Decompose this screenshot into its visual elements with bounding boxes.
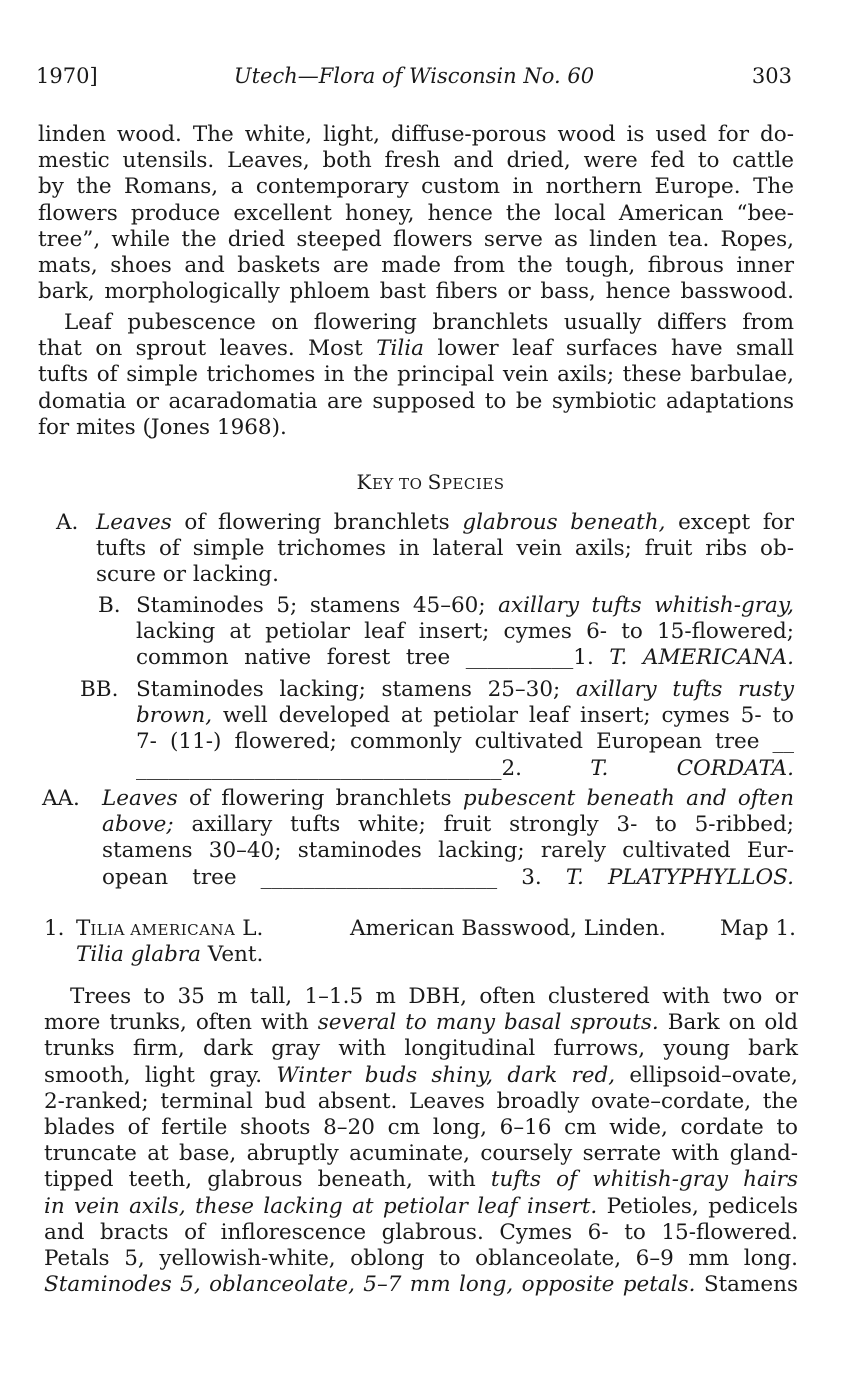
species-number: 1.: [44, 916, 65, 941]
intro-paragraph-2: [38, 310, 794, 441]
text-line: 2-ranked; terminal bud absent. Leaves broadly ovate–cordate, the: [44, 1088, 798, 1114]
key-label: AA.: [42, 786, 80, 811]
text-line: [102, 812, 794, 838]
leader-dots: ______________________: [260, 864, 498, 890]
text-line: [136, 593, 794, 619]
italic-text: pubescent beneath and often: [462, 786, 794, 811]
key-entry-a: [38, 510, 794, 589]
text-line: bark, morphologically phloem bast fibers or bass, hence basswood.: [38, 279, 794, 305]
name-author: L.: [235, 916, 264, 941]
text-line: linden wood. The white, light, diffuse-porous wood is used for do-: [38, 122, 794, 147]
intro-paragraph-1: [38, 122, 794, 305]
name-cap: T: [76, 916, 91, 941]
text-span: Staminodes lacking; stamens 25–30;: [136, 677, 576, 702]
italic-genus: Tilia: [376, 336, 424, 362]
text-line: [44, 1272, 798, 1298]
species-name: [76, 916, 263, 943]
text-span: of flowering branchlets: [177, 786, 463, 811]
text-span: except for: [665, 510, 795, 535]
text-line: [44, 1010, 798, 1036]
text-span: smooth, light gray.: [44, 1062, 277, 1088]
text-line: 7- (11-) flowered; commonly cultivated European tree __: [136, 729, 794, 755]
running-header: [36, 64, 792, 96]
text-span: opean tree: [102, 864, 261, 890]
italic-text: axillary tufts rusty: [575, 677, 794, 702]
text-line: tufts of simple trichomes in lateral vein axils; fruit ribs ob-: [96, 536, 794, 562]
text-line: [102, 865, 794, 891]
species-number: 2.: [501, 755, 591, 781]
name-smallcaps: ILIA AMERICANA: [90, 921, 236, 939]
common-name: American Basswood, Linden.: [350, 916, 666, 941]
italic-text: Winter buds shiny, dark red,: [276, 1062, 616, 1088]
text-line: [44, 1167, 798, 1193]
text-span: that on sprout leaves. Most: [38, 336, 377, 362]
text-span: axillary tufts white; fruit strongly 3- to 5-ribbed;: [173, 812, 794, 838]
species-name: T. PLATYPHYLLOS.: [565, 864, 794, 890]
heading-smallcaps: EY TO: [371, 475, 428, 493]
text-line: blades of fertile shoots 8–20 cm long, 6–16 cm wide, cordate to: [44, 1115, 798, 1141]
species-number: 3.: [497, 864, 566, 890]
text-line: stamens 30–40; staminodes lacking; rarely cultivated Eur-: [102, 838, 794, 864]
key-label: A.: [56, 510, 79, 535]
species-name: T. AMERICANA.: [609, 645, 794, 671]
text-line: [136, 677, 794, 703]
text-line: Trees to 35 m tall, 1–1.5 m DBH, often clustered with two or: [70, 984, 798, 1009]
synonym: [44, 942, 796, 968]
map-reference: Map 1.: [720, 916, 796, 941]
text-line: lacking at petiolar leaf insert; cymes 6- to 15-flowered;: [136, 619, 794, 645]
key-entry-bb: [38, 677, 794, 782]
text-span: tipped teeth, glabrous beneath, with: [44, 1167, 491, 1193]
text-line: for mites (Jones 1968).: [38, 414, 287, 440]
text-span: lower leaf surfaces have small: [423, 336, 794, 362]
text-line: Petals 5, yellowish-white, oblong to oblanceolate, 6–9 mm long.: [44, 1246, 798, 1272]
species-description: [44, 984, 798, 1298]
key-entry-b: [38, 593, 794, 672]
synonym-author: Vent.: [200, 942, 264, 967]
text-span: more trunks, often with: [44, 1010, 318, 1036]
header-year: 1970]: [36, 64, 98, 88]
italic-text: brown,: [136, 703, 213, 729]
species-name: T. CORDATA.: [590, 755, 794, 781]
text-span: well developed at petiolar leaf insert; cymes 5- to: [212, 703, 794, 729]
text-line: flowers produce excellent honey, hence the local American “bee-: [38, 200, 794, 226]
text-line: tufts of simple trichomes in the principal vein axils; these barbulae,: [38, 362, 794, 388]
italic-text: Leaves: [102, 786, 178, 811]
text-line: [136, 703, 794, 729]
text-line: trunks firm, dark gray with longitudinal furrows, young bark: [44, 1036, 798, 1062]
text-line: [102, 786, 794, 812]
text-line: and bracts of inflorescence glabrous. Cymes 6- to 15-flowered.: [44, 1219, 798, 1245]
text-span: Leaf pubescence on flowering branchlets usually differs from: [64, 310, 794, 335]
text-span: Staminodes 5; stamens 45–60;: [136, 593, 499, 618]
leader-dots: __________________________________: [136, 755, 502, 781]
italic-text: several to many basal sprouts.: [317, 1010, 659, 1036]
italic-text: in vein axils, these lacking at petiolar leaf insert.: [44, 1193, 598, 1219]
text-line: domatia or acaradomatia are supposed to be symbiotic adaptations: [38, 388, 794, 414]
key-label: B.: [98, 593, 121, 618]
synonym-name: Tilia glabra: [76, 942, 201, 967]
heading-cap: K: [356, 470, 372, 494]
text-line: [96, 510, 794, 536]
species-number: 1.: [573, 645, 610, 671]
text-span: ellipsoid–ovate,: [615, 1062, 798, 1088]
heading-smallcaps: PECIES: [441, 475, 505, 493]
text-span: common native forest tree: [136, 645, 466, 671]
key-entry-aa: [38, 786, 794, 891]
header-title: Utech—Flora of Wisconsin No. 60: [233, 64, 595, 88]
text-line: mestic utensils. Leaves, both fresh and dried, were fed to cattle: [38, 148, 794, 174]
text-span: Bark on old: [658, 1010, 798, 1036]
text-line: [38, 310, 794, 336]
text-line: [136, 645, 794, 671]
species-heading: [44, 916, 796, 968]
text-line: truncate at base, abruptly acuminate, coursely serrate with gland-: [44, 1141, 798, 1167]
page-number: 303: [751, 64, 792, 88]
heading-cap: S: [427, 470, 442, 494]
text-span: Stamens: [695, 1272, 798, 1298]
text-line: [44, 1063, 798, 1089]
text-line: mats, shoes and baskets are made from the tough, fibrous inner: [38, 253, 794, 279]
italic-text: above;: [102, 812, 174, 838]
text-line: [136, 756, 794, 782]
key-heading: [0, 470, 861, 494]
text-line: [44, 1194, 798, 1220]
italic-text: Staminodes 5, oblanceolate, 5–7 mm long, opposite petals.: [44, 1272, 696, 1298]
italic-text: axillary tufts whitish-gray,: [498, 593, 794, 618]
italic-text: glabrous beneath,: [462, 510, 666, 535]
key-label: BB.: [80, 677, 119, 702]
leader-dots: __________: [465, 645, 574, 671]
text-span: of flowering branchlets: [171, 510, 463, 535]
text-line: scure or lacking.: [96, 562, 279, 588]
italic-text: tufts of whitish-gray hairs: [490, 1167, 798, 1193]
text-line: [38, 336, 794, 362]
text-line: tree”, while the dried steeped flowers serve as linden tea. Ropes,: [38, 226, 794, 252]
italic-text: Leaves: [96, 510, 172, 535]
text-span: Petioles, pedicels: [597, 1193, 798, 1219]
text-line: by the Romans, a contemporary custom in northern Europe. The: [38, 174, 794, 200]
